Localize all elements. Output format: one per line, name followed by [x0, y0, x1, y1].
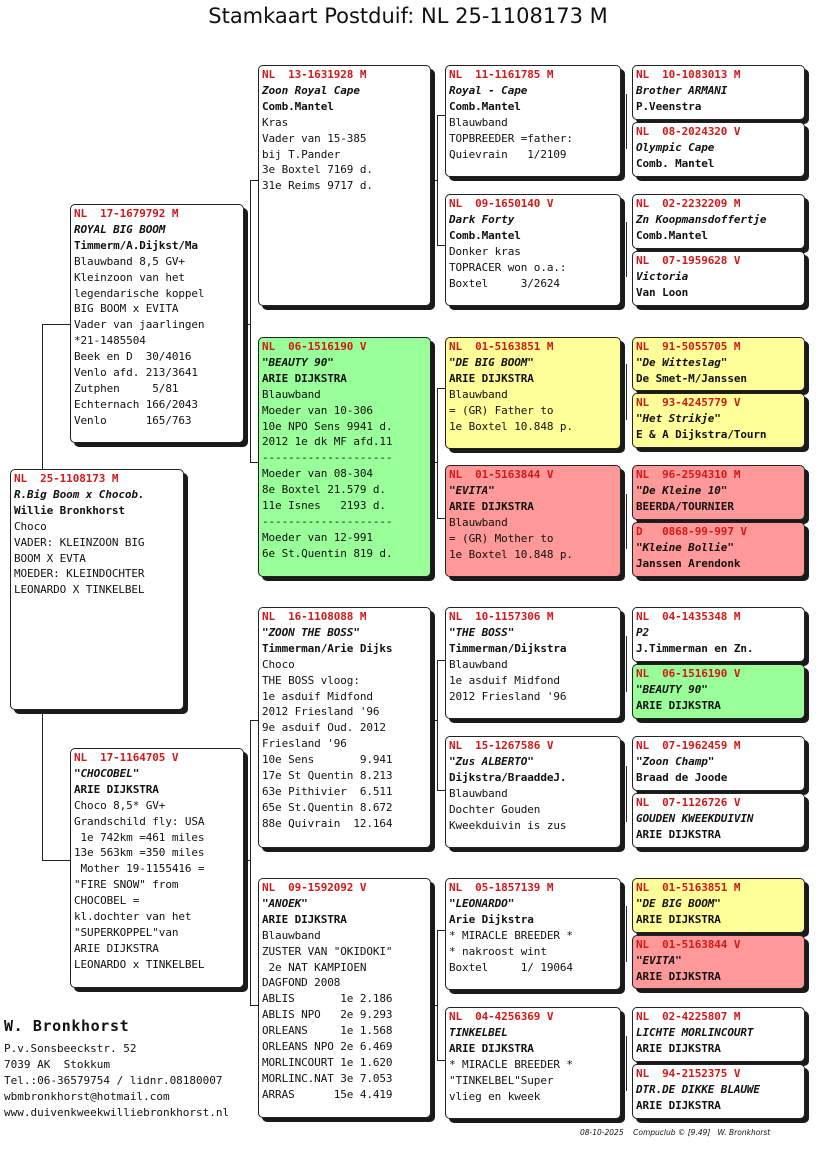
pigeon-name: "THE BOSS"	[449, 626, 515, 639]
ring-number: NL 09-1592092 V	[262, 881, 367, 894]
pedigree-note: vlieg en kweek	[449, 1090, 541, 1103]
owner-name: Dijkstra/BraaddeJ.	[449, 771, 567, 784]
connector-line	[437, 660, 445, 661]
pigeon-name: Royal - Cape	[449, 84, 528, 97]
ring-number: NL 13-1631928 M	[262, 68, 367, 81]
pigeon-name: "LEONARDO"	[449, 897, 515, 910]
pigeon-name: "Zus ALBERTO"	[449, 755, 534, 768]
owner-name: ARIE DIJKSTRA	[449, 1042, 534, 1055]
pigeon-card-gen4[interactable]	[632, 935, 805, 989]
pedigree-note: Venlo afd. 213/3641	[74, 366, 198, 380]
pigeon-card-gen4[interactable]	[632, 65, 805, 120]
pigeon-card-dam[interactable]	[70, 748, 244, 988]
connector-line	[626, 494, 627, 549]
pedigree-note: 2012 1e dk MF afd.11	[262, 435, 393, 449]
pigeon-card-gen4[interactable]	[632, 465, 805, 520]
pigeon-name: "ANOEK"	[262, 896, 308, 910]
pedigree-note: ABLIS 1e 2.186	[262, 992, 393, 1006]
pedigree-note: 63e Pithivier 6.511	[262, 784, 393, 798]
pedigree-note: VADER: KLEINZOON BIG	[14, 535, 145, 549]
pedigree-note: Quievrain 1/2109	[449, 148, 567, 161]
owner-name: ARIE DIJKSTRA	[262, 371, 347, 385]
pedigree-note: 3e Boxtel 7169 d.	[262, 163, 373, 177]
pedigree-note: CHOCOBEL =	[74, 894, 140, 908]
connector-line	[42, 324, 71, 325]
connector-line	[437, 518, 445, 519]
pedigree-note: 8e Boxtel 21.579 d.	[262, 483, 386, 497]
pigeon-card-gen4[interactable]	[632, 793, 805, 848]
pedigree-note: MOEDER: KLEINDOCHTER	[14, 567, 145, 581]
pigeon-name: "EVITA"	[636, 954, 682, 967]
pedigree-note: Blauwband	[449, 516, 508, 529]
connector-line	[250, 720, 258, 721]
pedigree-note: Choco 8,5* GV+	[74, 798, 166, 812]
pigeon-card-dam-dam[interactable]	[258, 878, 431, 1118]
pedigree-note: *21-1485504	[74, 334, 146, 348]
pigeon-name: TINKELBEL	[449, 1026, 508, 1039]
ring-number: NL 15-1267586 V	[449, 739, 554, 752]
pedigree-note: 10e Sens 9.941	[262, 753, 393, 767]
ring-number: NL 96-2594310 M	[636, 468, 741, 481]
owner-name: ARIE DIJKSTRA	[636, 699, 721, 712]
footer-credit: 08-10-2025 Compuclub © [9.49] W. Bronkhorst	[580, 1128, 771, 1137]
pedigree-note: BOOM X EVTA	[14, 551, 86, 565]
pigeon-card-gen4[interactable]	[632, 878, 805, 933]
pedigree-note: Grandschild fly: USA	[74, 814, 205, 828]
pigeon-card-sds[interactable]	[445, 337, 621, 449]
pigeon-name: "Het Strikje"	[636, 412, 721, 425]
pedigree-note: Boxtel 3/2624	[449, 277, 560, 290]
pedigree-note: TOPBREEDER =father:	[449, 132, 573, 145]
pedigree-note: legendarische koppel	[74, 286, 205, 300]
pedigree-note: MORLINC.NAT 3e 7.053	[262, 1071, 393, 1085]
owner-name: Janssen Arendonk	[636, 557, 741, 570]
pigeon-card-sss[interactable]	[445, 65, 621, 177]
pedigree-note: Moeder van 08-304	[262, 467, 373, 481]
connector-line	[626, 766, 627, 822]
owner-name: Arie Dijkstra	[449, 913, 534, 926]
pigeon-card-sdd[interactable]	[445, 465, 621, 577]
connector-line	[431, 1005, 438, 1006]
pedigree-note: 13e 563km =350 miles	[74, 846, 205, 860]
pedigree-note: 88e Quivrain 12.164	[262, 816, 393, 830]
pigeon-name: Victoria	[636, 270, 689, 283]
pigeon-card-dss[interactable]	[445, 607, 621, 719]
pigeon-name: "DE BIG BOOM"	[449, 356, 534, 369]
pedigree-note: Dochter Gouden	[449, 803, 541, 816]
pedigree-note: Vader van jaarlingen	[74, 318, 205, 332]
ring-number: NL 06-1516190 V	[636, 667, 741, 680]
connector-line	[626, 1036, 627, 1091]
pigeon-name: "CHOCOBEL"	[74, 766, 140, 780]
pedigree-note: Choco	[14, 519, 47, 533]
ring-number: NL 16-1108088 M	[262, 610, 367, 623]
connector-line	[250, 462, 258, 463]
ring-number: NL 07-1959628 V	[636, 254, 741, 267]
connector-line	[431, 462, 438, 463]
pedigree-note: DAGFOND 2008	[262, 976, 341, 990]
owner-name: Comb.Mantel	[449, 100, 521, 113]
pigeon-card-sire-dam[interactable]	[258, 337, 431, 577]
connector-line	[437, 1060, 445, 1061]
pigeon-card-gen4[interactable]	[632, 337, 805, 391]
pedigree-note: Moeder van 12-991	[262, 530, 373, 544]
connector-line	[42, 860, 71, 861]
pedigree-note: Donker kras	[449, 245, 521, 258]
pedigree-note: = (GR) Mother to	[449, 532, 554, 545]
connector-line	[626, 636, 627, 692]
pedigree-note: --------------------	[262, 514, 393, 528]
pedigree-note: ORLEANS NPO 2e 6.469	[262, 1040, 393, 1054]
ring-number: NL 93-4245779 V	[636, 396, 741, 409]
breeder-name: W. Bronkhorst	[4, 1017, 130, 1035]
pedigree-note: Kweekduivin is zus	[449, 819, 567, 832]
owner-name: Comb.Mantel	[449, 229, 521, 242]
pedigree-note: kl.dochter van het	[74, 910, 192, 924]
breeder-info	[4, 1017, 229, 1121]
ring-number: NL 25-1108173 M	[14, 472, 119, 485]
pedigree-note: 1e Boxtel 10.848 p.	[449, 420, 573, 433]
pigeon-name: "BEAUTY 90"	[262, 355, 334, 369]
connector-line	[437, 930, 445, 931]
owner-name: ARIE DIJKSTRA	[636, 1042, 721, 1055]
ring-number: NL 07-1962459 M	[636, 739, 741, 752]
ring-number: NL 08-2024320 V	[636, 125, 741, 138]
pedigree-note: ARIE DIJKSTRA	[74, 941, 159, 955]
pigeon-name: "EVITA"	[449, 484, 495, 497]
owner-name: ARIE DIJKSTRA	[636, 913, 721, 926]
pedigree-note: Choco	[262, 657, 295, 671]
owner-name: Comb. Mantel	[636, 157, 715, 170]
breeder-website[interactable]: www.duivenkweekwilliebronkhorst.nl	[4, 1106, 230, 1119]
pedigree-note: 2e NAT KAMPIOEN	[262, 960, 367, 974]
pedigree-note: Blauwband	[449, 658, 508, 671]
pedigree-note: LEONARDO X TINKELBEL	[14, 583, 145, 597]
pedigree-note: = (GR) Father to	[449, 404, 554, 417]
connector-line	[42, 324, 43, 469]
pigeon-card-sire-sire[interactable]	[258, 65, 431, 306]
pedigree-note: 10e NPO Sens 9941 d.	[262, 419, 393, 433]
connector-line	[437, 388, 445, 389]
pedigree-note: 9e asduif Oud. 2012	[262, 721, 386, 735]
pigeon-card-gen4[interactable]	[632, 122, 805, 177]
pigeon-card-gen4[interactable]	[632, 393, 805, 448]
pigeon-name: GOUDEN KWEEKDUIVIN	[636, 812, 754, 825]
pigeon-card-ssd[interactable]	[445, 194, 621, 306]
pedigree-note: 1e asduif Midfond	[262, 689, 373, 703]
pedigree-note: Venlo 165/763	[74, 413, 192, 427]
owner-name: ARIE DIJKSTRA	[262, 912, 347, 926]
page-title: Stamkaart Postduif: NL 25-1108173 M	[208, 4, 608, 28]
owner-name: J.Timmerman en Zn.	[636, 642, 754, 655]
pedigree-note: Blauwband	[262, 387, 321, 401]
pigeon-card-gen4[interactable]	[632, 736, 805, 791]
connector-line	[250, 180, 251, 462]
pigeon-name: DTR.DE DIKKE BLAUWE	[636, 1083, 760, 1096]
owner-name: ARIE DIJKSTRA	[636, 970, 721, 983]
pedigree-note: Blauwband	[449, 116, 508, 129]
pigeon-name: "ZOON THE BOSS"	[262, 625, 360, 639]
pigeon-card-sire[interactable]	[70, 204, 244, 443]
pedigree-note: 1e asduif Midfond	[449, 674, 560, 687]
pigeon-name: Zn Koopmansdoffertje	[636, 213, 767, 226]
owner-name: Comb.Mantel	[262, 99, 334, 113]
pedigree-note: Boxtel 1/ 19064	[449, 961, 573, 974]
pedigree-note: * MIRACLE BREEDER *	[449, 929, 573, 942]
pedigree-note: TOPRACER won o.a.:	[449, 261, 567, 274]
pedigree-note: 1e 742km =461 miles	[74, 830, 205, 844]
pedigree-note: 6e St.Quentin 819 d.	[262, 546, 393, 560]
pedigree-note: THE BOSS vloog:	[262, 673, 360, 687]
connector-line	[437, 245, 445, 246]
pedigree-note: ZUSTER VAN "OKIDOKI"	[262, 944, 393, 958]
connector-line	[250, 180, 258, 181]
ring-number: NL 01-5163844 V	[636, 938, 741, 951]
ring-number: NL 10-1083013 M	[636, 68, 741, 81]
pigeon-card-gen4[interactable]	[632, 194, 805, 249]
pedigree-note: 11e Isnes 2193 d.	[262, 499, 386, 513]
pedigree-note: Echternach 166/2043	[74, 397, 198, 411]
pigeon-card-gen4[interactable]	[632, 1064, 805, 1119]
pigeon-card-dsd[interactable]	[445, 736, 621, 848]
pigeon-card-main[interactable]	[10, 469, 184, 710]
owner-name: De Smet-M/Janssen	[636, 372, 747, 385]
pedigree-note: --------------------	[262, 451, 393, 465]
pedigree-note: Moeder van 10-306	[262, 403, 373, 417]
ring-number: D 0868-99-997 V	[636, 525, 747, 538]
pigeon-card-dam-sire[interactable]	[258, 607, 431, 848]
connector-line	[244, 860, 251, 861]
pedigree-note: "TINKELBEL"Super	[449, 1074, 554, 1087]
ring-number: NL 09-1650140 V	[449, 197, 554, 210]
pigeon-card-gen4[interactable]	[632, 1007, 805, 1062]
ring-number: NL 01-5163851 M	[636, 881, 741, 894]
owner-name: P.Veenstra	[636, 100, 702, 113]
pedigree-note: 31e Reims 9717 d.	[262, 179, 373, 193]
connector-line	[626, 94, 627, 149]
ring-number: NL 94-2152375 V	[636, 1067, 741, 1080]
pedigree-note: bij T.Pander	[262, 147, 341, 161]
ring-number: NL 05-1857139 M	[449, 881, 554, 894]
pedigree-note: MORLINCOURT 1e 1.620	[262, 1055, 393, 1069]
owner-name: Comb.Mantel	[636, 229, 708, 242]
pigeon-card-gen4[interactable]	[632, 664, 805, 719]
ring-number: NL 07-1126726 V	[636, 796, 741, 809]
pedigree-note: BIG BOOM x EVITA	[74, 302, 179, 316]
pedigree-note: ORLEANS 1e 1.568	[262, 1024, 393, 1038]
owner-name: ARIE DIJKSTRA	[636, 828, 721, 841]
owner-name: Timmerman/Arie Dijks	[262, 641, 393, 655]
connector-line	[42, 710, 43, 860]
owner-name: E & A Dijkstra/Tourn	[636, 428, 767, 441]
pedigree-note: Blauwband	[262, 928, 321, 942]
ring-number: NL 11-1161785 M	[449, 68, 554, 81]
owner-name: ARIE DIJKSTRA	[74, 782, 159, 796]
ring-number: NL 01-5163851 M	[449, 340, 554, 353]
ring-number: NL 91-5055705 M	[636, 340, 741, 353]
ring-number: NL 01-5163844 V	[449, 468, 554, 481]
connector-line	[626, 364, 627, 420]
connector-line	[250, 720, 251, 1005]
ring-number: NL 10-1157306 M	[449, 610, 554, 623]
pigeon-card-dds[interactable]	[445, 878, 621, 990]
pedigree-note: * MIRACLE BREEDER *	[449, 1058, 573, 1071]
owner-name: ARIE DIJKSTRA	[636, 1099, 721, 1112]
connector-line	[626, 906, 627, 962]
ring-number: NL 02-4225807 M	[636, 1010, 741, 1023]
pedigree-note: Friesland '96	[262, 737, 347, 751]
connector-line	[437, 115, 445, 116]
pedigree-note: Blauwband	[449, 388, 508, 401]
connector-line	[437, 660, 438, 790]
pedigree-note: 2012 Friesland '96	[262, 705, 380, 719]
pigeon-name: Dark Forty	[449, 213, 515, 226]
connector-line	[437, 930, 438, 1060]
connector-line	[437, 388, 438, 518]
ring-number: NL 04-4256369 V	[449, 1010, 554, 1023]
pigeon-name: "De Kleine 10"	[636, 484, 728, 497]
pedigree-note: ABLIS NPO 2e 9.293	[262, 1008, 393, 1022]
pedigree-note: "FIRE SNOW" from	[74, 878, 179, 892]
ring-number: NL 02-2232209 M	[636, 197, 741, 210]
breeder-address: P.v.Sonsbeeckstr. 52	[4, 1042, 137, 1055]
pedigree-note: Blauwband 8,5 GV+	[74, 254, 185, 268]
pigeon-card-gen4[interactable]	[632, 522, 805, 577]
pedigree-note: ARRAS 15e 4.419	[262, 1087, 393, 1101]
owner-name: ARIE DIJKSTRA	[449, 372, 534, 385]
connector-line	[250, 1005, 258, 1006]
pedigree-note: "SUPERKOPPEL"van	[74, 925, 179, 939]
pigeon-name: Zoon Royal Cape	[262, 83, 360, 97]
breeder-phone: Tel.:06-36579754 / lidnr.08180007	[4, 1074, 223, 1087]
pedigree-note: 1e Boxtel 10.848 p.	[449, 548, 573, 561]
owner-name: Braad de Joode	[636, 771, 728, 784]
ring-number: NL 06-1516190 V	[262, 340, 367, 353]
owner-name: BEERDA/TOURNIER	[636, 500, 734, 513]
owner-name: Timmerm/A.Dijkst/Ma	[74, 238, 198, 252]
connector-line	[437, 790, 445, 791]
pedigree-note: Kleinzoon van het	[74, 270, 185, 284]
owner-name: ARIE DIJKSTRA	[449, 500, 534, 513]
connector-line	[626, 222, 627, 277]
owner-name: Timmerman/Dijkstra	[449, 642, 567, 655]
pigeon-card-ddd[interactable]	[445, 1007, 621, 1119]
connector-line	[431, 180, 438, 181]
pigeon-name: "De Witteslag"	[636, 356, 728, 369]
breeder-email[interactable]: wbmbronkhorst@hotmail.com	[4, 1090, 170, 1103]
pigeon-name: "DE BIG BOOM"	[636, 897, 721, 910]
pedigree-note: 65e St.Quentin 8.672	[262, 800, 393, 814]
pedigree-note: Beek en D 30/4016	[74, 350, 192, 364]
pigeon-name: LICHTE MORLINCOURT	[636, 1026, 754, 1039]
pigeon-name: P2	[636, 626, 650, 639]
connector-line	[431, 720, 438, 721]
pigeon-card-gen4[interactable]	[632, 607, 805, 662]
ring-number: NL 17-1164705 V	[74, 751, 179, 764]
pedigree-note: 17e St Quentin 8.213	[262, 769, 393, 783]
owner-name: Willie Bronkhorst	[14, 503, 125, 517]
pedigree-note: LEONARDO x TINKELBEL	[74, 957, 205, 971]
ring-number: NL 17-1679792 M	[74, 207, 179, 220]
pigeon-name: R.Big Boom x Chocob.	[14, 487, 145, 501]
pigeon-name: ROYAL BIG BOOM	[74, 222, 166, 236]
pedigree-note: Zutphen 5/81	[74, 381, 179, 395]
pigeon-card-gen4[interactable]	[632, 251, 805, 306]
pedigree-note: Vader van 15-385	[262, 131, 367, 145]
pedigree-note: Blauwband	[449, 787, 508, 800]
pedigree-note: Mother 19-1155416 =	[74, 862, 205, 876]
pigeon-name: "Zoon Champ"	[636, 755, 715, 768]
ring-number: NL 04-1435348 M	[636, 610, 741, 623]
pigeon-name: "BEAUTY 90"	[636, 683, 708, 696]
pigeon-name: "Kleine Bollie"	[636, 541, 734, 554]
pigeon-name: Olympic Cape	[636, 141, 715, 154]
owner-name: Van Loon	[636, 286, 689, 299]
connector-line	[244, 324, 251, 325]
pigeon-name: Brother ARMANI	[636, 84, 728, 97]
pedigree-note: Kras	[262, 115, 289, 129]
pedigree-note: * nakroost wint	[449, 945, 547, 958]
breeder-postcode: 7039 AK Stokkum	[4, 1058, 110, 1071]
pedigree-note: 2012 Friesland '96	[449, 690, 567, 703]
